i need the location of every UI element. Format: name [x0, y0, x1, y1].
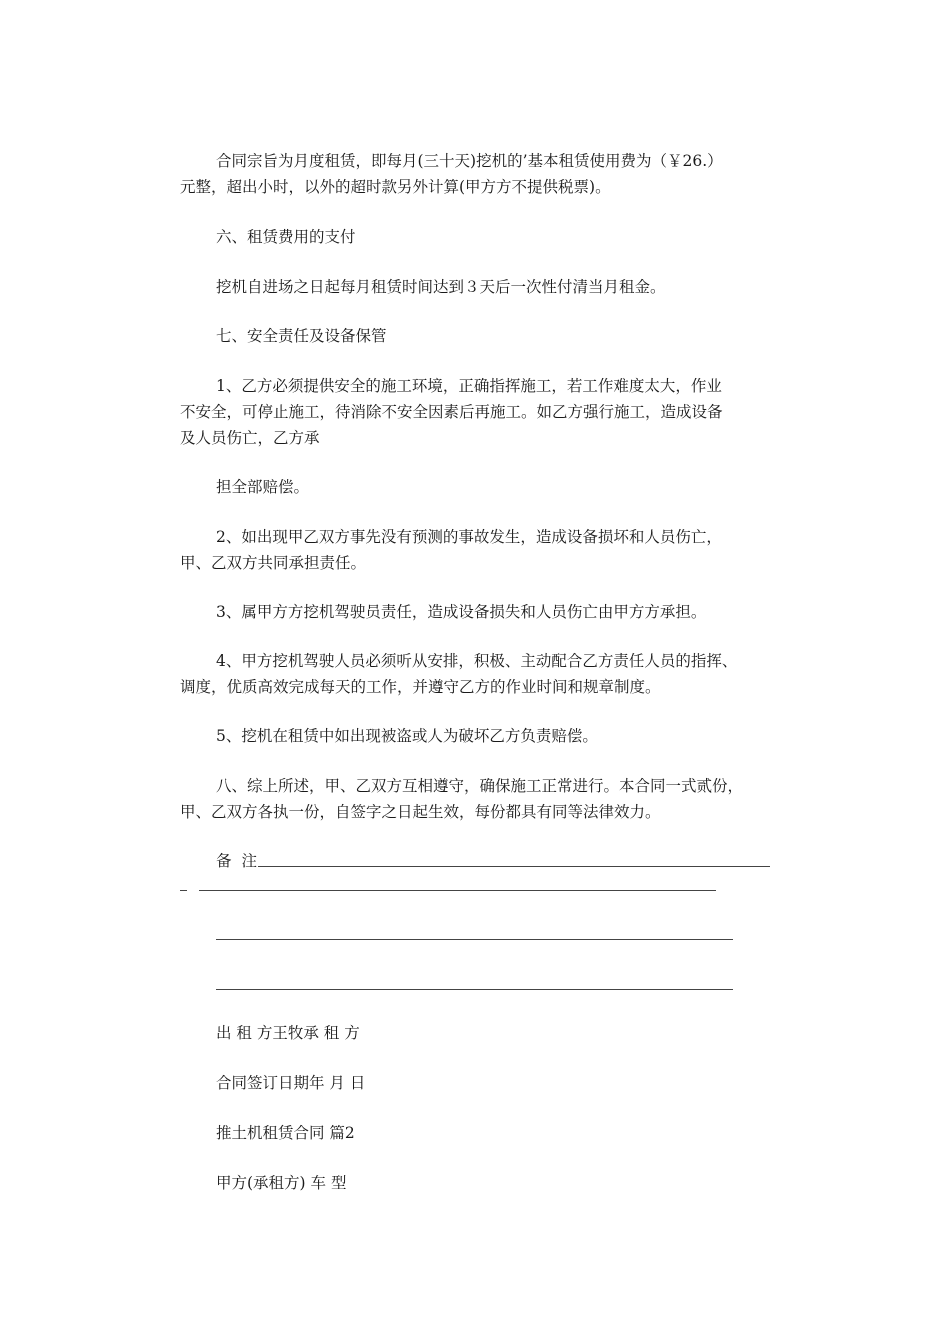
remarks-underline-4	[216, 989, 733, 990]
remarks-label-a: 备	[216, 852, 232, 870]
clause-2-line2: 甲、乙双方共同承担责任。	[180, 554, 367, 572]
paragraph-payment: 挖机自进场之日起每月租赁时间达到３天后一次性付清当月租金。	[216, 278, 666, 296]
paragraph-rent-purpose-line2: 元整，超出小时，以外的超时款另外计算(甲方方不提供税票)。	[180, 178, 611, 196]
signature-date: 合同签订日期年 月 日	[216, 1074, 366, 1092]
clause-4-line2: 调度，优质高效完成每天的工作，并遵守乙方的作业时间和规章制度。	[180, 678, 661, 696]
section-heading-7: 七、安全责任及设备保管	[216, 327, 387, 345]
section-heading-8-line1: 八、综上所述，甲、乙双方互相遵守，确保施工正常进行。本合同一式贰份，	[216, 777, 744, 795]
clause-3: 3、属甲方方挖机驾驶员责任，造成设备损失和人员伤亡由甲方方承担。	[216, 603, 707, 621]
clause-4-line1: 4、甲方挖机驾驶人员必须听从安排，积极、主动配合乙方责任人员的指挥、	[216, 652, 738, 670]
remarks-label	[216, 851, 257, 871]
clause-5: 5、挖机在租赁中如出现被盗或人为破坏乙方负责赔偿。	[216, 727, 598, 745]
section-heading-6: 六、租赁费用的支付	[216, 228, 356, 246]
remarks-underline-2	[199, 890, 716, 891]
contract-title-2: 推土机租赁合同 篇2	[216, 1124, 355, 1142]
clause-1-line4: 担全部赔偿。	[216, 478, 310, 496]
remarks-label-b: 注	[241, 852, 258, 870]
signature-lessor: 出 租 方王牧承 租 方	[216, 1024, 360, 1042]
remarks-underline-1	[258, 866, 770, 867]
party-a-line: 甲方(承租方) 车 型	[216, 1174, 347, 1192]
clause-2-line1: 2、如出现甲乙双方事先没有预测的事故发生，造成设备损坏和人员伤亡，	[216, 528, 722, 546]
section-heading-8-line2: 甲、乙双方各执一份，自签字之日起生效，每份都具有同等法律效力。	[180, 803, 661, 821]
clause-1-line3: 及人员伤亡，乙方承	[180, 429, 320, 447]
remarks-underline-3	[216, 939, 733, 940]
remarks-dash	[180, 890, 187, 891]
clause-1-line1: 1、乙方必须提供安全的施工环境，正确指挥施工，若工作难度太大，作业	[216, 377, 722, 395]
clause-1-line2: 不安全，可停止施工，待消除不安全因素后再施工。如乙方强行施工，造成设备	[180, 403, 723, 421]
paragraph-rent-purpose-line1: 合同宗旨为月度租赁，即每月(三十天)挖机的’基本租赁使用费为（￥26.）	[216, 152, 723, 170]
